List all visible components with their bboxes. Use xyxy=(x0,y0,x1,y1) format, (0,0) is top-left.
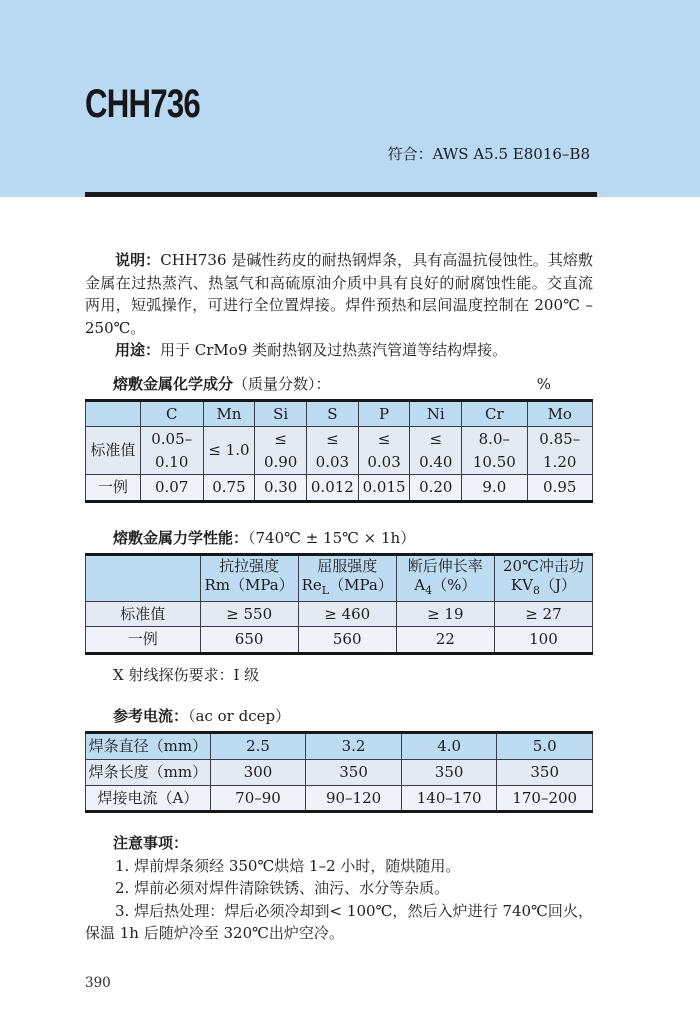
reference-current-title xyxy=(85,705,593,727)
column-header xyxy=(494,554,592,601)
table-cell: ≤ 0.40 xyxy=(410,427,462,475)
table-cell: 0.012 xyxy=(307,475,359,502)
column-header: Si xyxy=(255,400,307,427)
table-row xyxy=(86,475,593,502)
description-paragraph xyxy=(85,249,593,339)
header-line2: Rm（MPa） xyxy=(204,575,294,594)
table-cell: 0.05–0.10 xyxy=(140,427,203,475)
table-cell: ≤ 0.03 xyxy=(358,427,410,475)
table-cell: ≥ 19 xyxy=(396,601,494,627)
table-cell: ≤ 0.03 xyxy=(307,427,359,475)
header-line1: 抗拉强度 xyxy=(219,556,280,575)
row-label: 焊条直径（mm） xyxy=(86,733,211,760)
table-header-row xyxy=(86,733,593,760)
table-cell: 140–170 xyxy=(401,785,497,812)
notes-section xyxy=(85,832,593,945)
page-number: 390 xyxy=(85,975,111,991)
table-header-row xyxy=(86,400,593,427)
column-header xyxy=(200,554,298,601)
header-line2: $KV_8(J)$ xyxy=(510,575,576,597)
table-cell: ≤ 1.0 xyxy=(203,427,255,475)
chemical-composition-section xyxy=(85,373,593,503)
header-divider xyxy=(85,192,597,197)
standard-label: 符合： xyxy=(387,145,433,163)
table-cell: ≥ 460 xyxy=(298,601,396,627)
table-cell: 70–90 xyxy=(210,785,306,812)
column-header xyxy=(298,554,396,601)
notes-title: 注意事项： xyxy=(113,834,189,852)
current-title-condition: （ac or dcep） xyxy=(188,707,291,725)
table-cell: 350 xyxy=(306,759,402,785)
column-header: P xyxy=(358,400,410,427)
row-label: 一例 xyxy=(86,475,141,502)
reference-current-table xyxy=(85,731,593,813)
table-cell: 100 xyxy=(494,627,592,654)
table-row xyxy=(86,427,593,475)
header-line1: 断后伸长率 xyxy=(407,556,483,575)
table-cell: 0.75 xyxy=(203,475,255,502)
table-cell: 8.0–10.50 xyxy=(462,427,527,475)
table-cell: 300 xyxy=(210,759,306,785)
page-title: CHH736 xyxy=(85,82,200,126)
table-row xyxy=(86,759,593,785)
table-cell: 0.95 xyxy=(527,475,592,502)
mechanical-properties-table xyxy=(85,553,593,655)
table-cell: 3.2 xyxy=(306,733,402,760)
table-cell: ≥ 27 xyxy=(494,601,592,627)
column-header: Ni xyxy=(410,400,462,427)
row-label: 一例 xyxy=(86,627,201,654)
column-header xyxy=(86,554,201,601)
table-cell: 650 xyxy=(200,627,298,654)
page-content xyxy=(85,249,593,945)
table-cell: 350 xyxy=(497,759,593,785)
mech-title-condition: （740℃ ± 15℃ × 1h） xyxy=(248,528,416,547)
header-line1: 20℃冲击功 xyxy=(502,556,584,575)
table-cell: 0.20 xyxy=(410,475,462,502)
column-header xyxy=(86,400,141,427)
header-line1: 屈服强度 xyxy=(317,556,378,575)
table-cell: 170–200 xyxy=(497,785,593,812)
table-cell: 5.0 xyxy=(497,733,593,760)
table-row xyxy=(86,785,593,812)
mechanical-properties-title xyxy=(85,527,593,549)
column-header xyxy=(396,554,494,601)
chemical-composition-title xyxy=(85,373,593,395)
mechanical-properties-section xyxy=(85,527,593,687)
table-cell: 0.85–1.20 xyxy=(527,427,592,475)
chem-title-suffix: （质量分数）： xyxy=(233,374,331,393)
note-item: 2. 焊前必须对焊件清除铁锈、油污、水分等杂质。 xyxy=(115,879,450,897)
column-header: C xyxy=(140,400,203,427)
column-header: Mn xyxy=(203,400,255,427)
description-label: 说明： xyxy=(115,251,161,269)
row-label: 焊条长度（mm） xyxy=(86,759,211,785)
xray-requirement-note: X 射线探伤要求：I 级 xyxy=(113,665,260,684)
table-row xyxy=(86,627,593,654)
note-item: 3. 焊后热处理：焊后必须冷却到< 100℃，然后入炉进行 740℃回火，保温 1h 后随炉冷至 320℃出炉空冷。 xyxy=(85,901,593,942)
reference-current-section xyxy=(85,705,593,813)
usage-label: 用途： xyxy=(115,341,161,359)
column-header: Cr xyxy=(462,400,527,427)
column-header: S xyxy=(307,400,359,427)
usage-paragraph xyxy=(85,339,593,362)
table-cell: 22 xyxy=(396,627,494,654)
table-cell: 0.07 xyxy=(140,475,203,502)
usage-text: 用于 CrMo9 类耐热钢及过热蒸汽管道等结构焊接。 xyxy=(160,341,508,359)
header-line2: $A_4(\%)$ xyxy=(414,575,477,597)
column-header: Mo xyxy=(527,400,592,427)
current-title-text: 参考电流： xyxy=(113,707,189,725)
table-cell: 2.5 xyxy=(210,733,306,760)
chemical-composition-table xyxy=(85,399,593,503)
row-label: 标准值 xyxy=(86,601,201,627)
mech-title-text: 熔敷金属力学性能： xyxy=(113,528,249,547)
table-cell: ≥ 550 xyxy=(200,601,298,627)
header-line2: $Re_L(MPa)$ xyxy=(301,575,393,597)
page-header xyxy=(0,0,700,197)
chem-title-text: 熔敷金属化学成分 xyxy=(113,374,234,393)
row-label: 标准值 xyxy=(86,427,141,475)
table-cell: 90–120 xyxy=(306,785,402,812)
table-cell: 4.0 xyxy=(401,733,497,760)
table-cell: 560 xyxy=(298,627,396,654)
table-header-row xyxy=(86,554,593,601)
table-cell: ≤ 0.90 xyxy=(255,427,307,475)
table-row xyxy=(86,601,593,627)
table-cell: 0.015 xyxy=(358,475,410,502)
standard-compliance xyxy=(388,143,590,164)
description-text: CHH736 是碱性药皮的耐热钢焊条，具有高温抗侵蚀性。其熔敷金属在过热蒸汽、热氢气和高硫原油介质中具有良好的耐腐蚀性能。交直流两用，短弧操作，可进行全位置焊接。焊件预热和层间温度控制在 200℃ – 250℃。 xyxy=(85,251,593,337)
table-cell: 9.0 xyxy=(462,475,527,502)
standard-value: AWS A5.5 E8016–B8 xyxy=(432,145,590,163)
unit-percent: % xyxy=(536,374,551,393)
note-item: 1. 焊前焊条须经 350℃烘焙 1–2 小时，随烘随用。 xyxy=(115,856,461,875)
row-label: 焊接电流（A） xyxy=(86,785,211,812)
table-cell: 350 xyxy=(401,759,497,785)
table-cell: 0.30 xyxy=(255,475,307,502)
